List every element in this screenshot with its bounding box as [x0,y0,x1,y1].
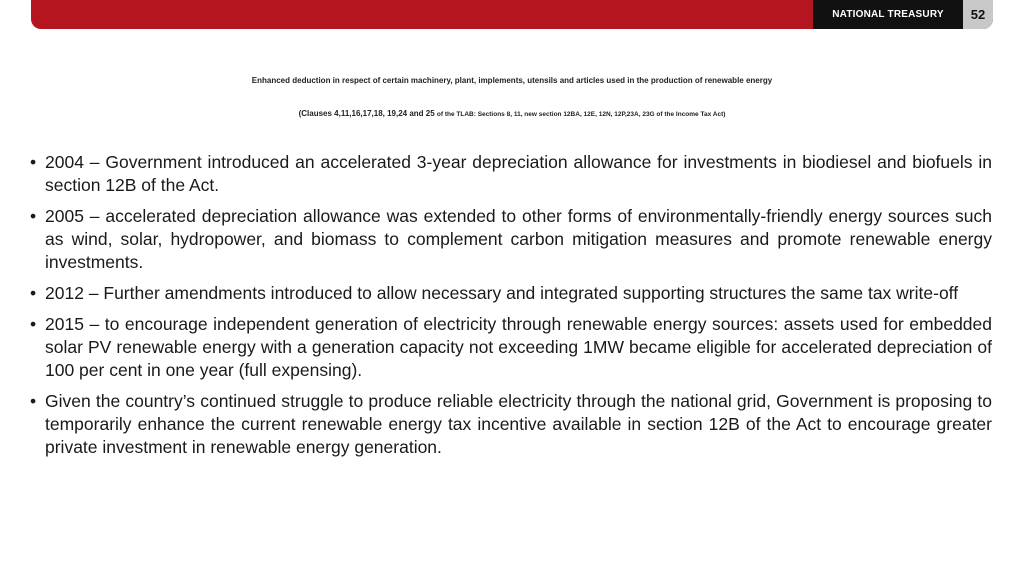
bullet-text: 2005 – accelerated depreciation allowance was extended to other forms of environmentally-friendly energy sources such as wind, solar, hydropower, and biomass to complement carbon mitigation measures and promote renewable energy investments. [45,206,992,272]
bullet-text: 2015 – to encourage independent generation of electricity through renewable energy sources: assets used for embedded solar PV renewable energy with a generation capacity not exceeding 1MW became eligible for accelerated depreciation of 100 per cent in one year (full expensing). [45,314,992,380]
bullet-dot-icon: • [30,206,37,226]
bullet-item [30,390,992,459]
bullet-item [30,282,992,305]
bullet-dot-icon: • [30,152,37,172]
clauses-text: (Clauses 4,11,16,17,18, 19,24 and 25 [298,109,435,118]
bullet-text: 2012 – Further amendments introduced to allow necessary and integrated supporting structures the same tax write-off [45,283,959,303]
bullet-dot-icon: • [30,283,37,303]
bullet-text: Given the country’s continued struggle to produce reliable electricity through the national grid, Government is proposing to temporarily enhance the current renewable energy tax incentive available in section 12B of the Act to encourage greater private investment in renewable energy generation. [45,391,992,457]
page-number: 52 [963,0,993,29]
clauses-detail: of the TLAB: Sections 8, 11, new section 12BA, 12E, 12N, 12P,23A, 23G of the Income Tax Act) [436,111,726,118]
bullet-item [30,151,992,197]
organization-label: NATIONAL TREASURY [813,0,963,29]
bullet-text: 2004 – Government introduced an accelerated 3-year depreciation allowance for investments in biodiesel and biofuels in section 12B of the Act. [45,152,992,195]
slide-subtitle [0,109,1024,118]
bullet-item [30,313,992,382]
bullet-list [30,151,992,467]
bullet-item [30,205,992,274]
bullet-dot-icon: • [30,314,37,334]
slide-title: Enhanced deduction in respect of certain machinery, plant, implements, utensils and articles used in the production of renewable energy [251,76,773,85]
bullet-dot-icon: • [30,391,37,411]
